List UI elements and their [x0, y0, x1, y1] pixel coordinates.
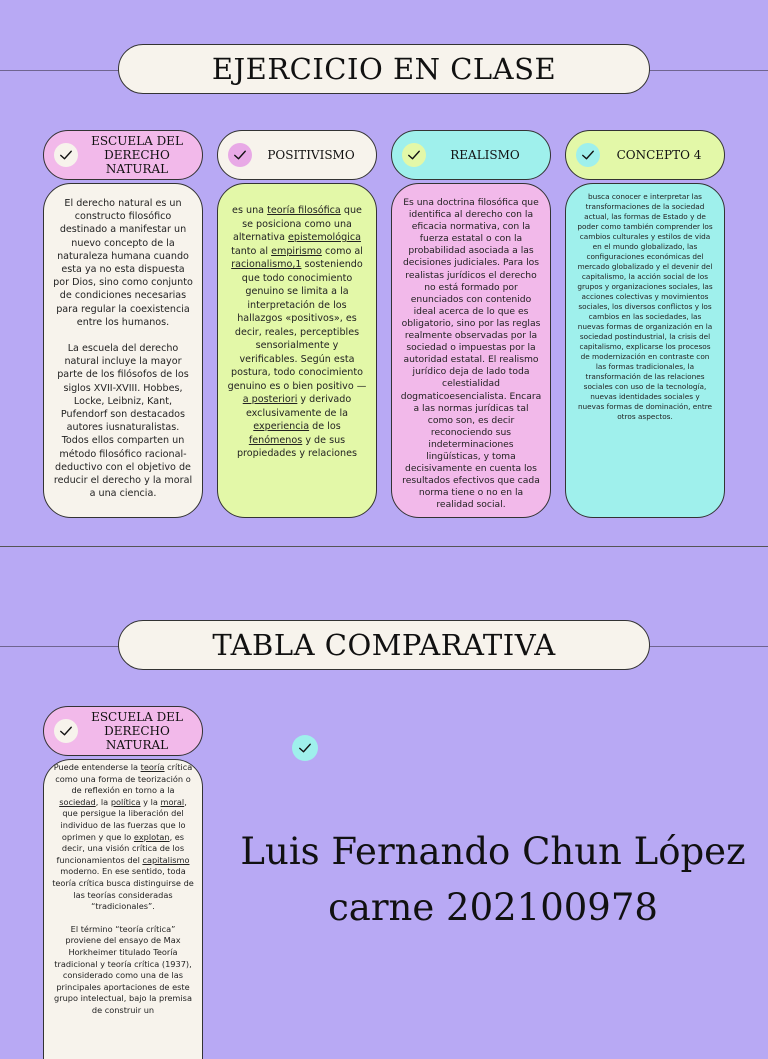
link-teoria-filosofica[interactable]: teoría filosófica: [267, 205, 341, 216]
card-heading: POSITIVISMO: [267, 148, 355, 162]
card-header-positivismo: [217, 130, 377, 180]
link-a-posteriori[interactable]: a posteriori: [242, 394, 298, 405]
card-body-concepto-4: [565, 183, 725, 518]
check-icon: [54, 719, 78, 743]
link-moral[interactable]: moral: [160, 796, 185, 807]
card-paragraph: busca conocer e interpretar las transformaciones de la sociedad actual, las formas de Estado y de poder como también comprender los cambios culturales y estilos de vida en el mundo globalizado, las configuraciones económicas del mercado globalizado y el devenir del capitalismo, la acción social de los grupos y organizaciones sociales, las acciones colectivas y movimientos sociales, los diversos conflictos y los cambios en las sociedades, las nuevas formas de organización en la sociedad postindustrial, la crisis del capitalismo, explicarse los procesos de modernización en contraste con las formas tradicionales, la transformación de las relaciones sociales con uso de la tecnología, nuevas identidades sociales y nuevas formas de dominación, entre otros aspectos.: [577, 192, 713, 421]
link-explotan[interactable]: explotan: [133, 831, 170, 842]
card-paragraph: Es una doctrina filosófica que identifica al derecho con la eficacia normativa, con la fuerza estatal o con la probabilidad asociada a las decisiones judiciales. Para los realistas jurídicos el derecho no está formado por enunciados con contenido ideal acerca de lo que es obligatorio, sino por las reglas realmente observadas por la sociedad o impuestas por la autoridad estatal. El realismo jurídico deja de lado toda celestialidad dogmaticoesencialista. Encara a las normas jurídicas tal como son, es decir reconociendo sus indeterminaciones lingüísticas, y toma decisivamente en cuenta los resultados efectivos que cada norma tiene o no en la realidad social.: [400, 197, 542, 511]
author-name: Luis Fernando Chun López: [240, 830, 746, 873]
card-header-concepto-4: [565, 130, 725, 180]
card-heading: REALISMO: [450, 148, 520, 162]
section-title: TABLA COMPARATIVA: [118, 620, 650, 670]
link-politica[interactable]: política: [110, 796, 141, 807]
link-epistemologica[interactable]: epistemológica: [288, 232, 361, 243]
card-paragraph: El término “teoría crítica” proviene del ensayo de Max Horkheimer titulado Teoría tradicional y teoría crítica (1937), considerado como una de las principales aportaciones de este grupo intelectual, bajo la premisa de construir un: [54, 923, 192, 1015]
check-icon: [402, 143, 426, 167]
card-heading: ESCUELA DEL DERECHO NATURAL: [91, 710, 183, 752]
link-experiencia[interactable]: experiencia: [253, 421, 310, 432]
card-body-realismo: [391, 183, 551, 518]
card-body-derecho-natural: [43, 183, 203, 518]
author-carne: carne 202100978: [328, 886, 658, 929]
author-block: [238, 824, 748, 936]
card-heading: ESCUELA DEL DERECHO NATURAL: [91, 134, 183, 176]
link-racionalismo[interactable]: racionalismo,1: [231, 259, 302, 270]
check-icon: [54, 143, 78, 167]
card-paragraph: La escuela del derecho natural incluye la mayor parte de los filósofos de los siglos XVII-XVIII. Hobbes, Locke, Leibniz, Kant, Pufendorf son destacados autores iusnaturalistas. Todos ellos comparten un método filosófico racional-deductivo con el objetivo de reducir el derecho y la moral a una ciencia.: [53, 343, 193, 500]
link-sociedad[interactable]: sociedad: [59, 796, 96, 807]
check-icon: [292, 735, 318, 761]
check-icon: [228, 143, 252, 167]
card-header-derecho-natural: [43, 706, 203, 756]
card-body-teoria-critica: [43, 759, 203, 1059]
link-fenomenos[interactable]: fenómenos: [248, 434, 303, 446]
link-empirismo[interactable]: empirismo: [271, 245, 322, 257]
card-paragraph: El derecho natural es un constructo filosófico destinado a manifestar un nuevo concepto de la naturaleza humana cuando esta ya no esta dispuesta por Dios, sino como conjunto de condiciones necesarias para regular la coexistencia entre los humanos.: [53, 198, 193, 328]
section-separator: [0, 546, 768, 547]
card-body-positivismo: [217, 183, 377, 518]
card-header-realismo: [391, 130, 551, 180]
link-capitalismo[interactable]: capitalismo: [142, 854, 190, 865]
section-title: EJERCICIO EN CLASE: [118, 44, 650, 94]
card-paragraph: Puede entenderse la teoría crítica como una forma de teorización o de reflexión en torno a la sociedad, la política y la moral, que persigue la liberación del individuo de las fuerzas que lo oprimen y que lo explotan, es decir, una visión crítica de los funcionamientos del capitalismo moderno. En ese sentido, toda teoría crítica busca distinguirse de las teorías consideradas “tradicionales”.: [52, 762, 194, 912]
card-paragraph: es una teoría filosófica que se posiciona como una alternativa epistemológica tanto al empirismo como al racionalismo,1 sosteniendo que todo conocimiento genuino se limita a la interpretación de los hallazgos «positivos», es decir, reales, perceptibles sensorialmente y verificables. Según esta postura, todo conocimiento genuino es o bien positivo —a posteriori y derivado exclusivamente de la experiencia de los fenómenos y de sus propiedades y relaciones: [227, 205, 367, 459]
card-heading: CONCEPTO 4: [616, 148, 702, 162]
link-teoria[interactable]: teoría: [140, 762, 165, 772]
card-header-derecho-natural: [43, 130, 203, 180]
check-icon: [576, 143, 600, 167]
